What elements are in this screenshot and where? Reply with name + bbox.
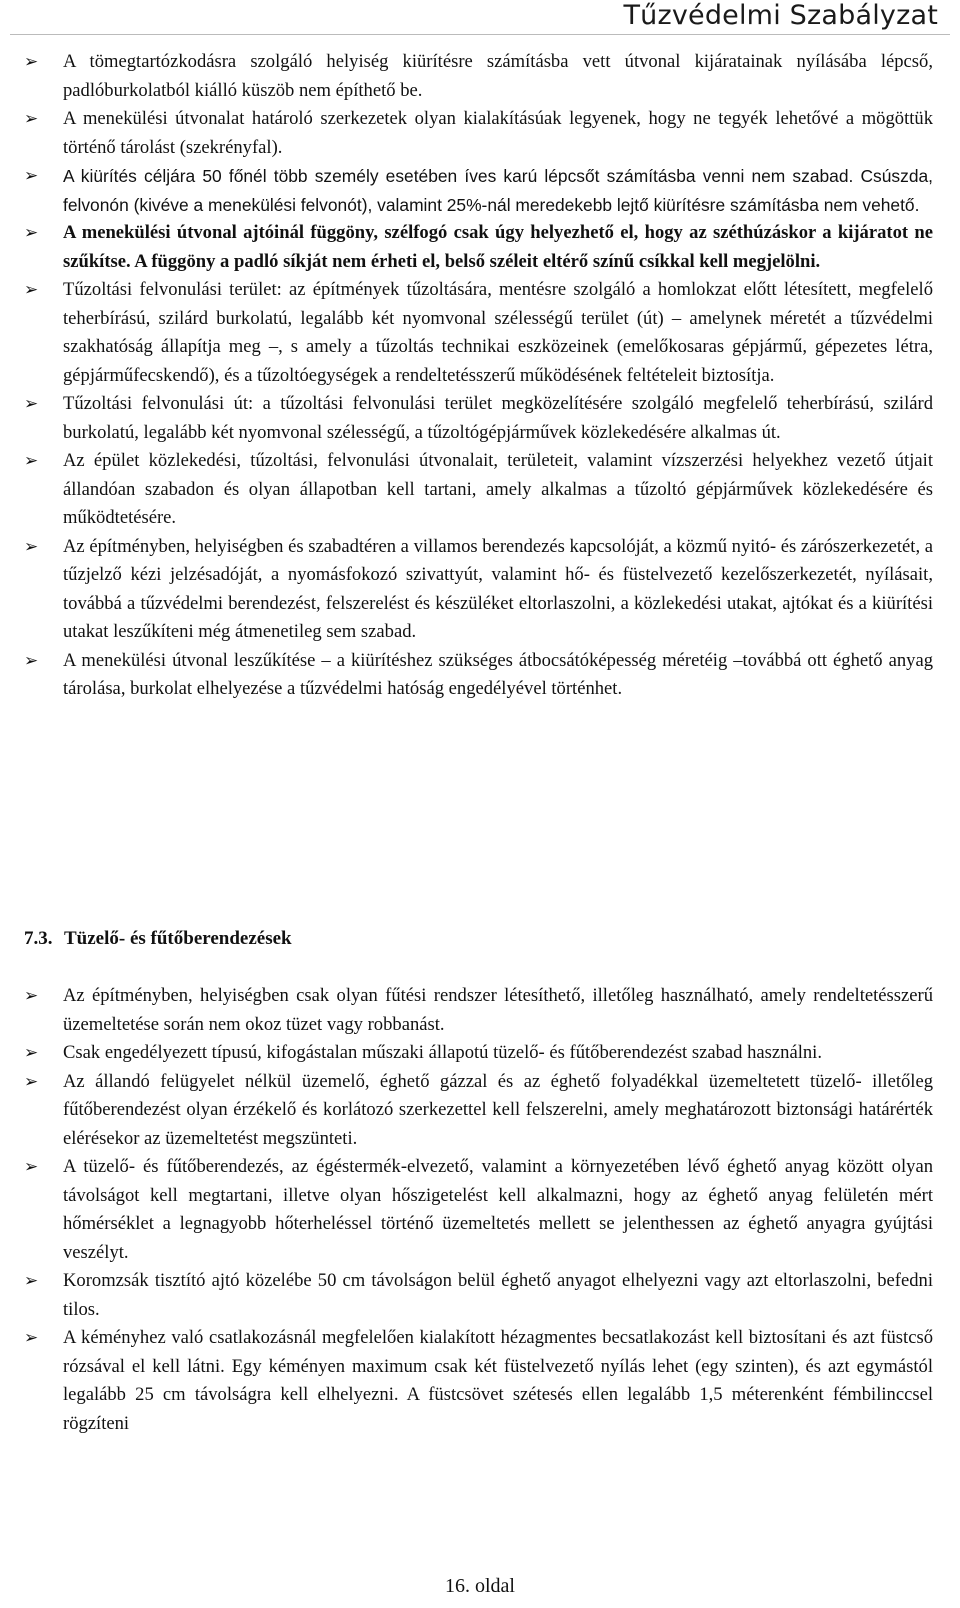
arrow-bullet-icon: ➢ (24, 52, 39, 72)
rules-list-heating (0, 982, 960, 1438)
list-item-text: A menekülési útvonalat határoló szerkezetek olyan kialakításúak legyenek, hogy ne tegyék lehetővé a mögöttük történő tárolást (szekrényfal). (63, 108, 933, 158)
arrow-bullet-icon: ➢ (24, 1043, 39, 1063)
list-item (0, 1068, 960, 1154)
list-item (0, 276, 960, 390)
rules-list-escape-routes (0, 48, 960, 704)
list-item-text: A kéményhez való csatlakozásnál megfelelően kialakított hézagmentes becsatlakozást kell biztosítani és azt füstcső rózsával el kell látni. Egy kéményen maximum csak két füstelvezető nyílás lehet (egy szinten), és azt egymástól legalább 25 cm távolságra kell elhelyezni. A füstcsövet szétesés ellen legalább 1,5 méterenként fémbilinccsel rögzíteni (63, 1327, 933, 1434)
list-item (0, 1267, 960, 1324)
list-item-text: Az építményben, helyiségben csak olyan fűtési rendszer létesíthető, illetőleg használható, amely rendeltetésszerű üzemeltetése során nem okoz tüzet vagy robbanást. (63, 985, 933, 1035)
arrow-bullet-icon: ➢ (24, 280, 39, 300)
arrow-bullet-icon: ➢ (24, 1271, 39, 1291)
list-item-text: Tűzoltási felvonulási terület: az építmények tűzoltására, mentésre szolgáló a homlokzat előtt létesített, megfelelő teherbírású, szilárd burkolatú, legalább két nyomvonal szélességű terület (út) – amelynek méretét a tűzvédelmi szakhatóság állapítja meg –, s amely a tűzoltás technikai eszközeinek (emelőkosaras gépjármű, gépezetes létra, gépjárműfecskendő), és a tűzoltóegységek a rendeltetésszerű működésének feltételeit biztosítja. (63, 279, 933, 386)
list-item-text: Csak engedélyezett típusú, kifogástalan műszaki állapotú tüzelő- és fűtőberendezést szabad használni. (63, 1042, 822, 1063)
list-item (0, 982, 960, 1039)
arrow-bullet-icon: ➢ (24, 1157, 39, 1177)
header-title: Tűzvédelmi Szabályzat (623, 0, 938, 31)
list-item-text: A kiürítés céljára 50 főnél több személy esetében íves karú lépcsőt számításba venni nem szabad. Csúszda, felvonón (kivéve a menekülési felvonót), valamint 25%-nál meredekebb lejtő kiürítésre számításba nem vehető. (63, 166, 933, 215)
arrow-bullet-icon: ➢ (24, 650, 39, 671)
list-item-text: Az épület közlekedési, tűzoltási, felvonulási útvonalait, területeit, valamint vízszerzési helyekhez vezető útjait állandóan szabadon és olyan állapotban kell tartani, amely alkalmas a tűzoltó gépjárművek közlekedésére és működtetésére. (63, 450, 933, 528)
arrow-bullet-icon: ➢ (24, 166, 39, 186)
list-item (0, 533, 960, 647)
list-item-text: Tűzoltási felvonulási út: a tűzoltási felvonulási terület megközelítésére szolgáló megfelelő teherbírású, szilárd burkolatú, legalább két nyomvonal szélességű, a tűzoltógépjárművek közlekedésére alkalmas út. (63, 393, 933, 443)
list-item-text: A tüzelő- és fűtőberendezés, az égéstermék-elvezető, valamint a környezetében lévő éghető anyag között olyan távolságot kell megtartani, illetve olyan hőszigetelést kell alkalmazni, hogy az éghető anyag felületén mért hőmérséklet a legnagyobb hőterheléssel történő üzemeltetés mellett se jelenthessen az éghető anyagra gyújtási veszélyt. (63, 1156, 933, 1263)
arrow-bullet-icon: ➢ (24, 223, 39, 243)
list-item-text: A tömegtartózkodásra szolgáló helyiség kiürítésre számításba vett útvonal kijáratainak nyílásába lépcső, padlóburkolatból kiálló küszöb nem építhető be. (63, 51, 933, 101)
section-heading (24, 928, 292, 950)
arrow-bullet-icon: ➢ (24, 1071, 39, 1092)
list-item (0, 48, 960, 105)
section-number: 7.3. (24, 928, 53, 949)
list-item (0, 1153, 960, 1267)
list-item (0, 647, 960, 704)
header-divider (10, 34, 950, 35)
list-item (0, 1324, 960, 1438)
list-item (0, 1039, 960, 1068)
list-item (0, 105, 960, 162)
section-title: Tüzelő- és fűtőberendezések (64, 928, 292, 949)
list-item-text: A menekülési útvonal ajtóinál függöny, szélfogó csak úgy helyezhető el, hogy az széthúzáskor a kijáratot ne szűkítse. A függöny a padló síkját nem érheti el, belső széleit eltérő színű csíkkal kell megjelölni. (63, 222, 933, 272)
arrow-bullet-icon: ➢ (24, 536, 39, 557)
list-item (0, 162, 960, 219)
arrow-bullet-icon: ➢ (24, 1328, 39, 1348)
page-number: 16. oldal (445, 1575, 515, 1597)
list-item-text: Az építményben, helyiségben és szabadtéren a villamos berendezés kapcsolóját, a közmű nyitó- és zárószerkezetét, a tűzjelző kézi jelzésadóját, a nyomásfokozó szivattyút, valamint hő- és füstelvezető kezelőszerkezetét, nyílásait, továbbá a tűzvédelmi berendezést, felszerelést és készüléket eltorlaszolni, a közlekedési utakat, ajtókat és a kiürítési utakat leszűkíteni még átmenetileg sem szabad. (63, 535, 933, 642)
list-item (0, 447, 960, 533)
list-item-text: Az állandó felügyelet nélkül üzemelő, éghető gázzal és az éghető folyadékkal üzemeltetett tüzelő- illetőleg fűtőberendezést olyan érzékelő és korlátozó szerkezettel kell felszerelni, amely meghatározott biztonsági határérték elérésekor az üzemeltetést megszünteti. (63, 1070, 933, 1149)
arrow-bullet-icon: ➢ (24, 451, 39, 471)
arrow-bullet-icon: ➢ (24, 394, 39, 414)
list-item-text: A menekülési útvonal leszűkítése – a kiürítéshez szükséges átbocsátóképesség méretéig –továbbá ott éghető anyag tárolása, burkolat elhelyezése a tűzvédelmi hatóság engedélyével történhet. (63, 649, 933, 699)
list-item (0, 390, 960, 447)
list-item (0, 219, 960, 276)
arrow-bullet-icon: ➢ (24, 109, 39, 129)
arrow-bullet-icon: ➢ (24, 986, 39, 1006)
list-item-text: Koromzsák tisztító ajtó közelébe 50 cm távolságon belül éghető anyagot elhelyezni vagy azt eltorlaszolni, befedni tilos. (63, 1270, 933, 1320)
